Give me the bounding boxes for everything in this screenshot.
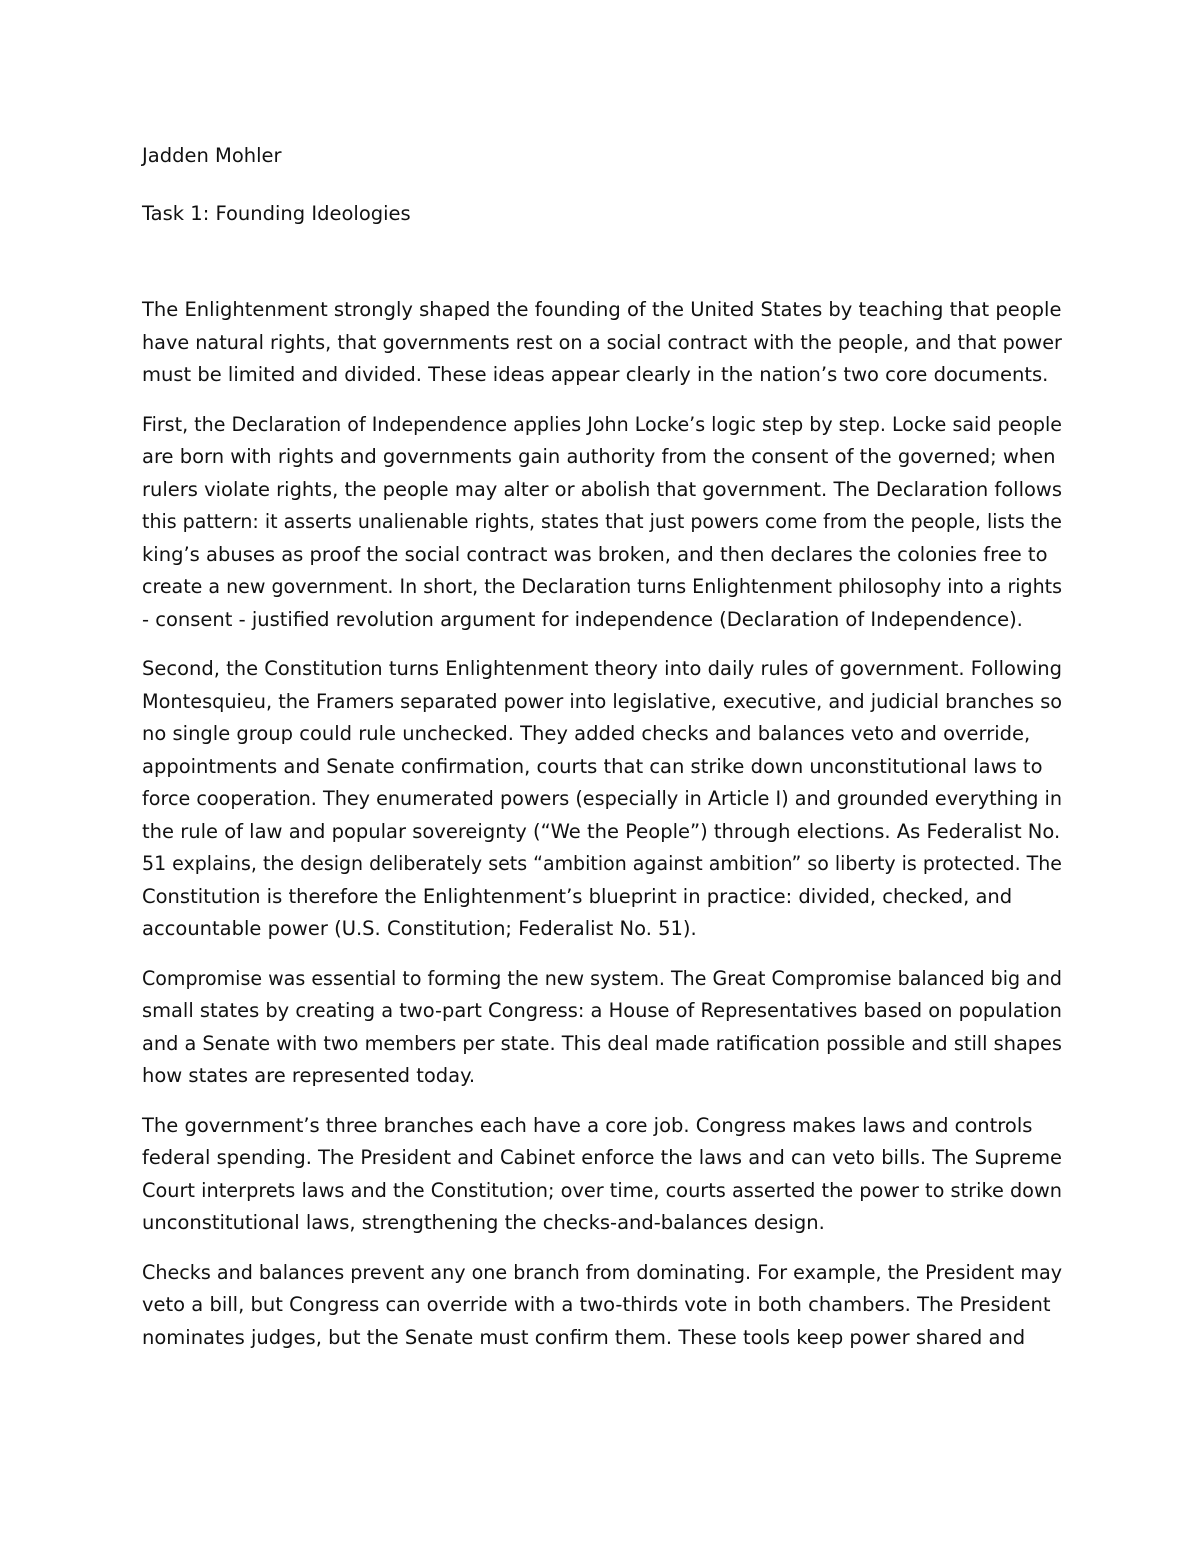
paragraph-line: how states are represented today. [142, 1064, 476, 1087]
paragraph-line: The Enlightenment strongly shaped the founding of the United States by teaching that people [142, 298, 1062, 321]
task-title: Task 1: Founding Ideologies [142, 202, 411, 225]
paragraph-great-compromise [142, 963, 1062, 1093]
paragraph-line: the rule of law and popular sovereignty (“We the People”) through elections. As Federalist No. [142, 819, 1061, 843]
paragraph-line: The government’s three branches each have a core job. Congress makes laws and controls [142, 1113, 1033, 1137]
paragraph-line: veto a bill, but Congress can override with a two-thirds vote in both chambers. The President [142, 1293, 1051, 1316]
paragraph-line: have natural rights, that governments rest on a social contract with the people, and that power [142, 330, 1062, 354]
paragraph-line: First, the Declaration of Independence applies John Locke’s logic step by step. Locke said people [142, 412, 1063, 436]
author-name: Jadden Mohler [142, 144, 282, 167]
paragraph-line: - consent - justified revolution argument for independence (Declaration of Independence). [142, 607, 1023, 631]
paragraph-three-branches [142, 1110, 1062, 1240]
paragraph-line: must be limited and divided. These ideas appear clearly in the nation’s two core documents. [142, 363, 1049, 386]
paragraph-line: force cooperation. They enumerated powers (especially in Article I) and grounded everything in [142, 787, 1063, 810]
paragraph-line: king’s abuses as proof the social contract was broken, and then declares the colonies free to [142, 542, 1048, 566]
paragraph-line: Constitution is therefore the Enlightenment’s blueprint in practice: divided, checked, and [142, 884, 1013, 908]
paragraph-line: and a Senate with two members per state. This deal made ratification possible and still shapes [142, 1031, 1063, 1055]
paragraph-line: accountable power (U.S. Constitution; Federalist No. 51). [142, 917, 697, 940]
paragraph-declaration [142, 409, 1062, 637]
paragraph-line: Second, the Constitution turns Enlightenment theory into daily rules of government. Following [142, 657, 1063, 680]
paragraph-line: small states by creating a two-part Congress: a House of Representatives based on population [142, 999, 1062, 1022]
paragraph-line: federal spending. The President and Cabinet enforce the laws and can veto bills. The Supreme [142, 1146, 1062, 1169]
paragraph-line: rulers violate rights, the people may alter or abolish that government. The Declaration follows [142, 477, 1062, 501]
paragraph-line: nominates judges, but the Senate must confirm them. These tools keep power shared and [142, 1325, 1026, 1349]
paragraph-line: Checks and balances prevent any one branch from dominating. For example, the President may [142, 1260, 1063, 1284]
paragraph-line: Court interprets laws and the Constitution; over time, courts asserted the power to strike down [142, 1178, 1063, 1202]
paragraph-constitution [142, 653, 1062, 946]
paragraph-enlightenment-intro [142, 294, 1062, 392]
paragraph-line: are born with rights and governments gain authority from the consent of the governed; when [142, 445, 1056, 468]
paragraph-line: Montesquieu, the Framers separated power into legislative, executive, and judicial branches so [142, 689, 1063, 713]
paragraph-line: Compromise was essential to forming the new system. The Great Compromise balanced big and [142, 966, 1063, 990]
paragraph-line: this pattern: it asserts unalienable rights, states that just powers come from the people, lists the [142, 510, 1062, 533]
document-body [142, 140, 1062, 1354]
paragraph-line: create a new government. In short, the Declaration turns Enlightenment philosophy into a rights [142, 575, 1063, 598]
paragraph-line: no single group could rule unchecked. They added checks and balances veto and override, [142, 722, 1031, 745]
paragraph-line: appointments and Senate confirmation, courts that can strike down unconstitutional laws to [142, 754, 1043, 778]
paragraph-line: unconstitutional laws, strengthening the checks-and-balances design. [142, 1211, 825, 1234]
paragraph-checks-and-balances [142, 1257, 1062, 1355]
paragraph-line: 51 explains, the design deliberately sets “ambition against ambition” so liberty is protected. The [142, 852, 1062, 875]
